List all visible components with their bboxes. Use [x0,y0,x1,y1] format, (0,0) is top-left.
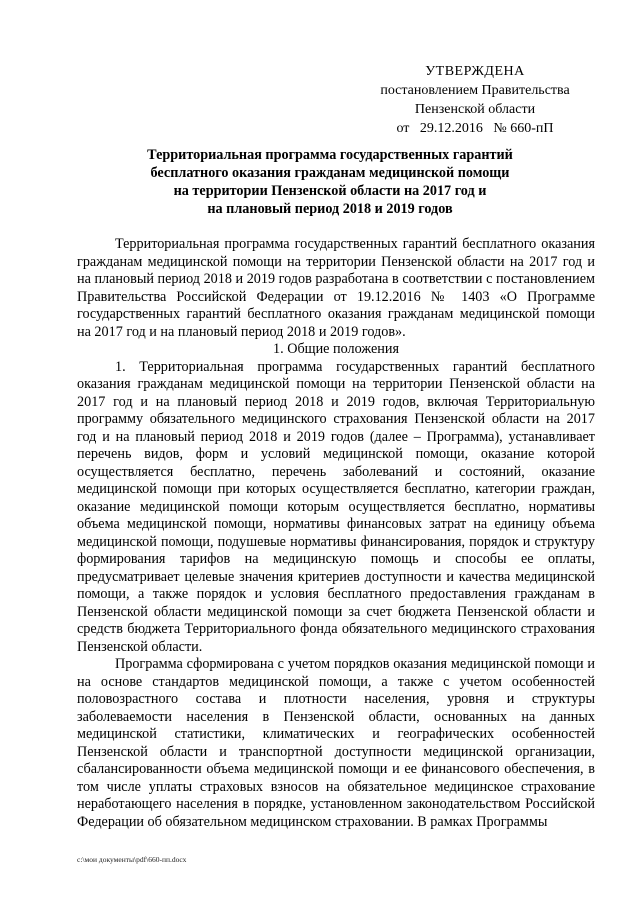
paragraph-1: 1. Территориальная программа государственных гарантий бесплатного оказания гражданам медицинской помощи на территории Пензенской области на 2017 год и на плановый период 2018 и 2019 годов, включая Территориальную программу обязательного медицинского страхования Пензенской области на 2017 год и на плановый период 2018 и 2019 годов (далее – Программа), устанавливает перечень видов, форм и условий медицинской помощи, оказание которой осуществляется бесплатно, перечень заболеваний и состояний, оказание медицинской помощи при которых осуществляется бесплатно, категории граждан, оказание медицинской помощи которым осуществляется бесплатно, нормативы объема медицинской помощи, нормативы финансовых затрат на единицу объема медицинской помощи, подушевые нормативы финансирования, порядок и структуру формирования тарифов на медицинскую помощь и способы ее оплаты, предусматривает целевые значения критериев доступности и качества медицинской помощи, а также порядок и условия бесплатного предоставления гражданам в Пензенской области медицинской помощи за счет бюджета Пензенской области и средств бюджета Территориального фонда обязательного медицинского страхования Пензенской области. [77,358,595,655]
approval-block [360,62,590,138]
approval-line: Пензенской области [414,102,536,117]
title-line: на плановый период 2018 и 2019 годов [207,201,453,217]
title-line: Территориальная программа государственных гарантий [147,147,513,163]
approval-stamp: УТВЕРЖДЕНА [425,64,525,79]
intro-paragraph: Территориальная программа государственных гарантий бесплатного оказания гражданам медицинской помощи на территории Пензенской области на 2017 год и на плановый период 2018 и 2019 годов разработана в соответствии с постановлением Правительства Российской Федерации от 19.12.2016 № 1403 «О Программе государственных гарантий бесплатного оказания гражданам медицинской помощи на 2017 год и на плановый период 2018 и 2019 годов». [77,236,595,340]
title-line: на территории Пензенской области на 2017 год и [173,183,487,199]
document-title [100,146,560,218]
title-line: бесплатного оказания гражданам медицинской помощи [150,165,510,181]
paragraph-2: Программа сформирована с учетом порядков оказания медицинской помощи и на основе стандартов медицинской помощи, а также с учетом особенностей половозрастного состава и плотности населения, уровня и структуры заболеваемости населения в Пензенской области, основанных на данных медицинской статистики, климатических и географических особенностей Пензенской области и транспортной доступности медицинской организации, сбалансированности объема медицинской помощи и ее финансового обеспечения, в том числе уплаты страховых взносов на обязательное медицинское страхование неработающего населения в порядке, установленном законодательством Российской Федерации об обязательном медицинском страховании. В рамках Программы [77,656,595,830]
approval-line: постановлением Правительства [380,83,570,98]
document-body [77,236,595,831]
approval-date-number: от 29.12.2016 № 660-пП [396,121,554,136]
section-heading: 1. Общие положения [273,341,399,357]
footer-file-path: c:\мои документы\pdf\660-пп.docx [77,855,187,864]
